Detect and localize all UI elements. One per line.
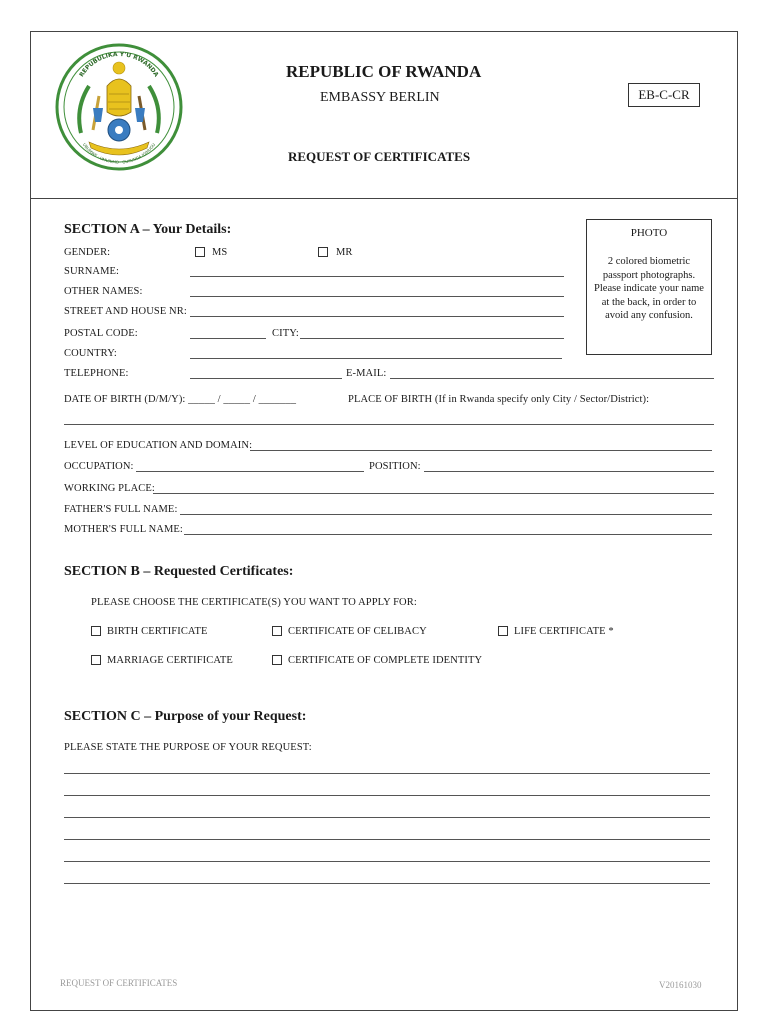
form-code: EB-C-CR [628,83,700,107]
position-label: POSITION: [369,461,421,472]
occupation-field[interactable] [136,471,364,472]
occupation-label: OCCUPATION: [64,461,134,472]
marriage-certificate-checkbox[interactable] [91,655,101,665]
document-title: REQUEST OF CERTIFICATES [288,149,471,164]
photo-label: PHOTO [630,227,668,239]
other-names-field[interactable] [190,296,564,297]
surname-label: SURNAME: [64,266,120,277]
footer-title: REQUEST OF CERTIFICATES [60,978,178,988]
header-divider [30,198,738,199]
footer-version: V20161030 [659,980,702,990]
page-title: REPUBLIC OF RWANDA [286,62,482,81]
working-place-label: WORKING PLACE: [64,483,155,494]
education-label: LEVEL OF EDUCATION AND DOMAIN: [64,440,253,451]
email-label: E-MAIL: [346,368,387,379]
place-of-birth-label: PLACE OF BIRTH (If in Rwanda specify only City / Sector/District): [348,394,650,405]
street-label: STREET AND HOUSE NR: [64,306,187,317]
purpose-line[interactable] [64,795,710,796]
celibacy-certificate-label: CERTIFICATE OF CELIBACY [288,626,427,637]
life-certificate-label: LIFE CERTIFICATE * [514,626,614,637]
section-c-title: SECTION C – Purpose of your Request: [64,709,307,724]
rwanda-coat-of-arms-seal [55,38,183,176]
gender-ms-checkbox[interactable] [195,247,205,257]
gender-mr-checkbox[interactable] [318,247,328,257]
mother-name-field[interactable] [184,534,712,535]
other-names-label: OTHER NAMES: [64,286,143,297]
photo-box [586,219,712,355]
postal-code-field[interactable] [190,338,266,339]
purpose-line[interactable] [64,773,710,774]
gender-label: GENDER: [64,247,111,258]
identity-certificate-checkbox[interactable] [272,655,282,665]
purpose-line[interactable] [64,839,710,840]
seal-bottom-text: UBUMWE · UMURIMO · GUKUNDA IGIHUGU [81,142,157,165]
father-name-field[interactable] [180,514,712,515]
certificate-instruction: PLEASE CHOOSE THE CERTIFICATE(S) YOU WANT TO APPLY FOR: [91,597,417,608]
education-field[interactable] [250,450,712,451]
life-certificate-checkbox[interactable] [498,626,508,636]
working-place-field[interactable] [153,493,714,494]
city-label: CITY: [272,328,299,339]
surname-field[interactable] [190,276,564,277]
telephone-label: TELEPHONE: [64,368,129,379]
country-field[interactable] [190,358,562,359]
city-field[interactable] [300,338,564,339]
street-field[interactable] [190,316,564,317]
position-field[interactable] [424,471,714,472]
embassy-name: EMBASSY BERLIN [320,90,440,105]
seal-top-text: REPUBULIKA Y'U RWANDA [78,50,160,79]
country-label: COUNTRY: [64,348,117,359]
photo-instructions: 2 colored biometric passport photographs. Please indicate your name at the back, in order to avoid any confusion. [594,256,704,321]
postal-code-label: POSTAL CODE: [64,328,138,339]
purpose-instruction: PLEASE STATE THE PURPOSE OF YOUR REQUEST: [64,742,312,753]
celibacy-certificate-checkbox[interactable] [272,626,282,636]
gender-mr-label: MR [336,247,353,258]
purpose-line[interactable] [64,861,710,862]
form-frame [30,31,738,1011]
section-b-title: SECTION B – Requested Certificates: [64,564,294,579]
email-field[interactable] [390,378,714,379]
purpose-line[interactable] [64,817,710,818]
mother-name-label: MOTHER'S FULL NAME: [64,524,183,535]
father-name-label: FATHER'S FULL NAME: [64,504,178,515]
date-of-birth-field[interactable]: DATE OF BIRTH (D/M/Y): _____ / _____ / _______ [64,394,297,405]
place-of-birth-field[interactable] [64,424,714,425]
telephone-field[interactable] [190,378,342,379]
birth-certificate-label: BIRTH CERTIFICATE [107,626,208,637]
purpose-line[interactable] [64,883,710,884]
gender-ms-label: MS [212,247,228,258]
section-a-title: SECTION A – Your Details: [64,222,232,237]
marriage-certificate-label: MARRIAGE CERTIFICATE [107,655,233,666]
identity-certificate-label: CERTIFICATE OF COMPLETE IDENTITY [288,655,483,666]
birth-certificate-checkbox[interactable] [91,626,101,636]
